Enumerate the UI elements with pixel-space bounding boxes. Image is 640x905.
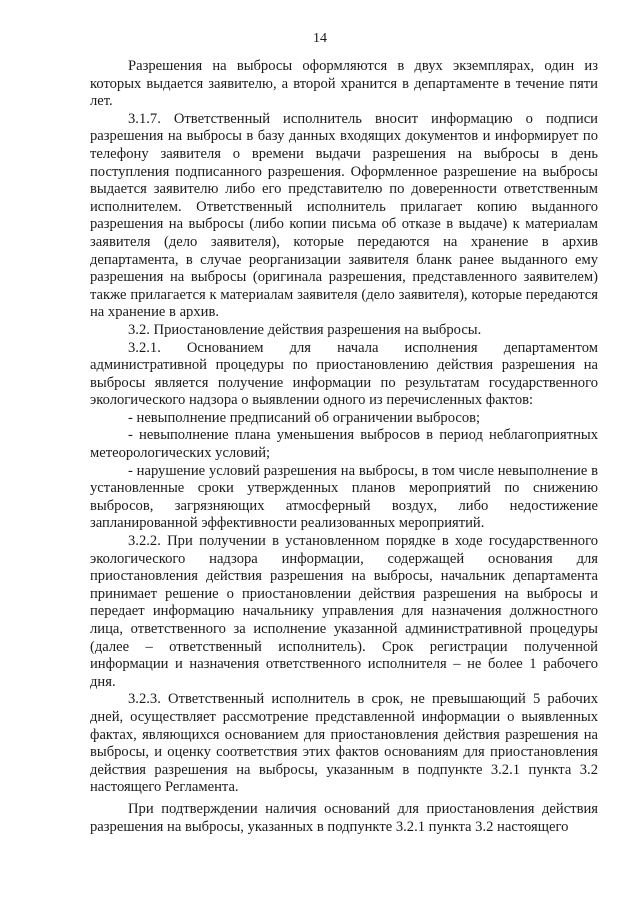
paragraph-confirmation: При подтверждении наличия оснований для приостановления действия разрешения на выбросы, указанных в подпункте 3.2.1 пункта 3.2 настоящего: [90, 800, 598, 835]
paragraph-3-2-heading: 3.2. Приостановление действия разрешения на выбросы.: [128, 321, 482, 338]
paragraph-3-1-7: 3.1.7. Ответственный исполнитель вносит информацию о подписи разрешения на выбросы в базу данных входящих документов и информирует по телефону заявителя о времени выдачи разрешения на выбросы в день поступления подписанного разрешения. Оформленное разрешение на выбросы выдается заявителю либо его представителю по доверенности ответственным исполнителем. Ответственный исполнитель прилагает копию выданного разрешения на выбросы (либо копии письма об отказе в выдаче) к материалам заявителя (дело заявителя), которые передаются на хранение в архив департамента, в случае реорганизации заявителя бланк ранее выданного ему разрешения на выбросы (оригинала разрешения, представленного заявителем) также прилагается к материалам заявителя (дело заявителя), которые передаются на хранение в архив.: [90, 110, 598, 321]
paragraph-3-2-1: 3.2.1. Основанием для начала исполнения департаментом административной процедуры по приостановлению действия разрешения на выбросы является получение информации по результатам государственного экологического надзора о выявлении одного из перечисленных фактов:: [90, 339, 598, 409]
page-number: 14: [313, 31, 327, 46]
paragraph-3-2-3: 3.2.3. Ответственный исполнитель в срок, не превышающий 5 рабочих дней, осуществляет рассмотрение представленной информации о выявленных фактах, являющихся основанием для приостановления действия разрешения на выбросы, и оценку соответствия этих фактов основаниям для приостановления действия разрешения на выбросы, указанным в подпункте 3.2.1 пункта 3.2 настоящего Регламента.: [90, 691, 598, 796]
list-item-fact-3: - нарушение условий разрешения на выбросы, в том числе невыполнение в установленные сроки утвержденных планов мероприятий по снижению выбросов, загрязняющих атмосферный воздух, либо недостижение запланированной эффективности реализованных мероприятий.: [90, 462, 598, 532]
document-body: [90, 58, 598, 836]
list-item-fact-1: - невыполнение предписаний об ограничении выбросов;: [128, 409, 481, 426]
list-item-fact-2: - невыполнение плана уменьшения выбросов в период неблагоприятных метеорологических условий;: [90, 427, 598, 462]
paragraph-permit-copies: Разрешения на выбросы оформляются в двух экземплярах, один из которых выдается заявителю, а второй хранится в департаменте в течение пяти лет.: [90, 58, 598, 110]
paragraph-3-2-2: 3.2.2. При получении в установленном порядке в ходе государственного экологического надзора информации, содержащей основания для приостановления действия разрешения на выбросы, начальник департамента принимает решение о приостановлении действия разрешения на выбросы и передает информацию начальнику управления для назначения должностного лица, ответственного за исполнение указанной административной процедуры (далее – ответственный исполнитель). Срок регистрации полученной информации и назначения ответственного исполнителя – не более 1 рабочего дня.: [90, 533, 598, 690]
